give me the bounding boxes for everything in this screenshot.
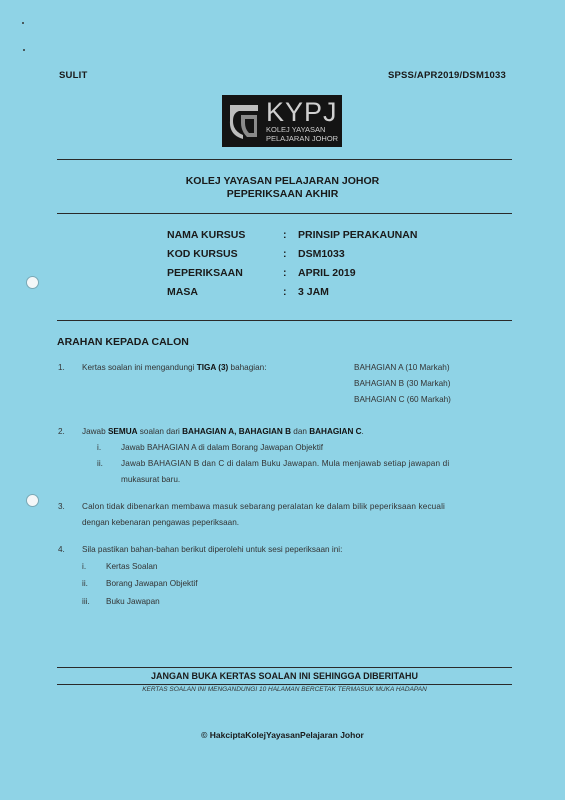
kypj-logo xyxy=(222,95,342,147)
kypj-emblem-icon xyxy=(227,101,261,141)
duration-value: 3 JAM xyxy=(298,286,329,298)
exam-session-sep: : xyxy=(283,267,287,279)
instruction-2-sub-i-number: i. xyxy=(97,443,102,452)
instruction-3-line-2: dengan kebenaran pengawas peperiksaan. xyxy=(82,518,240,527)
duration-sep: : xyxy=(283,286,287,298)
institution-title: KOLEJ YAYASAN PELAJARAN JOHOR xyxy=(185,175,380,187)
course-name-value: PRINSIP PERAKAUNAN xyxy=(298,229,418,241)
scan-speck xyxy=(22,22,24,24)
divider xyxy=(57,684,512,685)
instruction-4-item-iii-number: iii. xyxy=(82,597,90,606)
copyright-notice: © HakciptaKolejYayasanPelajaran Johor xyxy=(201,730,364,740)
exam-session-value: APRIL 2019 xyxy=(298,267,356,279)
section-c-marks: BAHAGIAN C (60 Markah) xyxy=(354,395,451,404)
binder-hole xyxy=(26,276,39,289)
instruction-3-number: 3. xyxy=(58,502,65,511)
instruction-4-item-iii-text: Buku Jawapan xyxy=(106,597,160,606)
course-code-label: KOD KURSUS xyxy=(167,248,238,260)
document-code: SPSS/APR2019/DSM1033 xyxy=(387,70,506,81)
instruction-4-number: 4. xyxy=(58,545,65,554)
section-b-marks: BAHAGIAN B (30 Markah) xyxy=(354,379,451,388)
course-code-value: DSM1033 xyxy=(298,248,345,260)
exam-session-label: PEPERIKSAAN xyxy=(167,267,243,279)
instruction-3-line-1: Calon tidak dibenarkan membawa masuk sebarang peralatan ke dalam bilik peperiksaan kecuali xyxy=(82,502,446,511)
instruction-2-text: Jawab SEMUA soalan dari BAHAGIAN A, BAHAGIAN B dan BAHAGIAN C. xyxy=(82,427,364,436)
binder-hole xyxy=(26,494,39,507)
course-code-sep: : xyxy=(283,248,287,260)
instructions-heading: ARAHAN KEPADA CALON xyxy=(57,336,189,348)
instruction-4-item-i-text: Kertas Soalan xyxy=(106,562,158,571)
course-name-label: NAMA KURSUS xyxy=(167,229,246,241)
duration-label: MASA xyxy=(167,286,198,298)
instruction-1-text: Kertas soalan ini mengandungi TIGA (3) bahagian: xyxy=(82,363,267,372)
divider xyxy=(57,320,512,321)
section-a-marks: BAHAGIAN A (10 Markah) xyxy=(354,363,450,372)
instruction-4-item-ii-text: Borang Jawapan Objektif xyxy=(106,579,198,588)
instruction-2-sub-ii-continuation: mukasurat baru. xyxy=(121,475,181,484)
instruction-2-sub-ii-text: Jawab BAHAGIAN B dan C di dalam Buku Jawapan. Mula menjawab setiap jawapan di xyxy=(121,459,450,468)
instruction-4-item-ii-number: ii. xyxy=(82,579,88,588)
page-count-note: KERTAS SOALAN INI MENGANDUNGI 10 HALAMAN BERCETAK TERMASUK MUKA HADAPAN xyxy=(142,686,427,693)
instruction-1-number: 1. xyxy=(58,363,65,372)
instruction-2-sub-i-text: Jawab BAHAGIAN A di dalam Borang Jawapan Objektif xyxy=(121,443,324,452)
divider xyxy=(57,667,512,668)
instruction-4-text: Sila pastikan bahan-bahan berikut diperolehi untuk sesi peperiksaan ini: xyxy=(82,545,343,554)
divider xyxy=(57,213,512,214)
instruction-2-sub-ii-number: ii. xyxy=(97,459,103,468)
logo-subtitle-2: PELAJARAN JOHOR xyxy=(266,134,339,143)
do-not-open-warning: JANGAN BUKA KERTAS SOALAN INI SEHINGGA DIBERITAHU xyxy=(150,671,418,681)
course-name-sep: : xyxy=(283,229,287,241)
classification-label: SULIT xyxy=(59,70,88,81)
logo-wordmark: KYPJ xyxy=(266,97,338,127)
exam-title: PEPERIKSAAN AKHIR xyxy=(226,188,339,200)
instruction-2-number: 2. xyxy=(58,427,65,436)
instruction-4-item-i-number: i. xyxy=(82,562,87,571)
scan-speck xyxy=(23,49,25,51)
divider xyxy=(57,159,512,160)
logo-subtitle-1: KOLEJ YAYASAN xyxy=(266,125,326,134)
